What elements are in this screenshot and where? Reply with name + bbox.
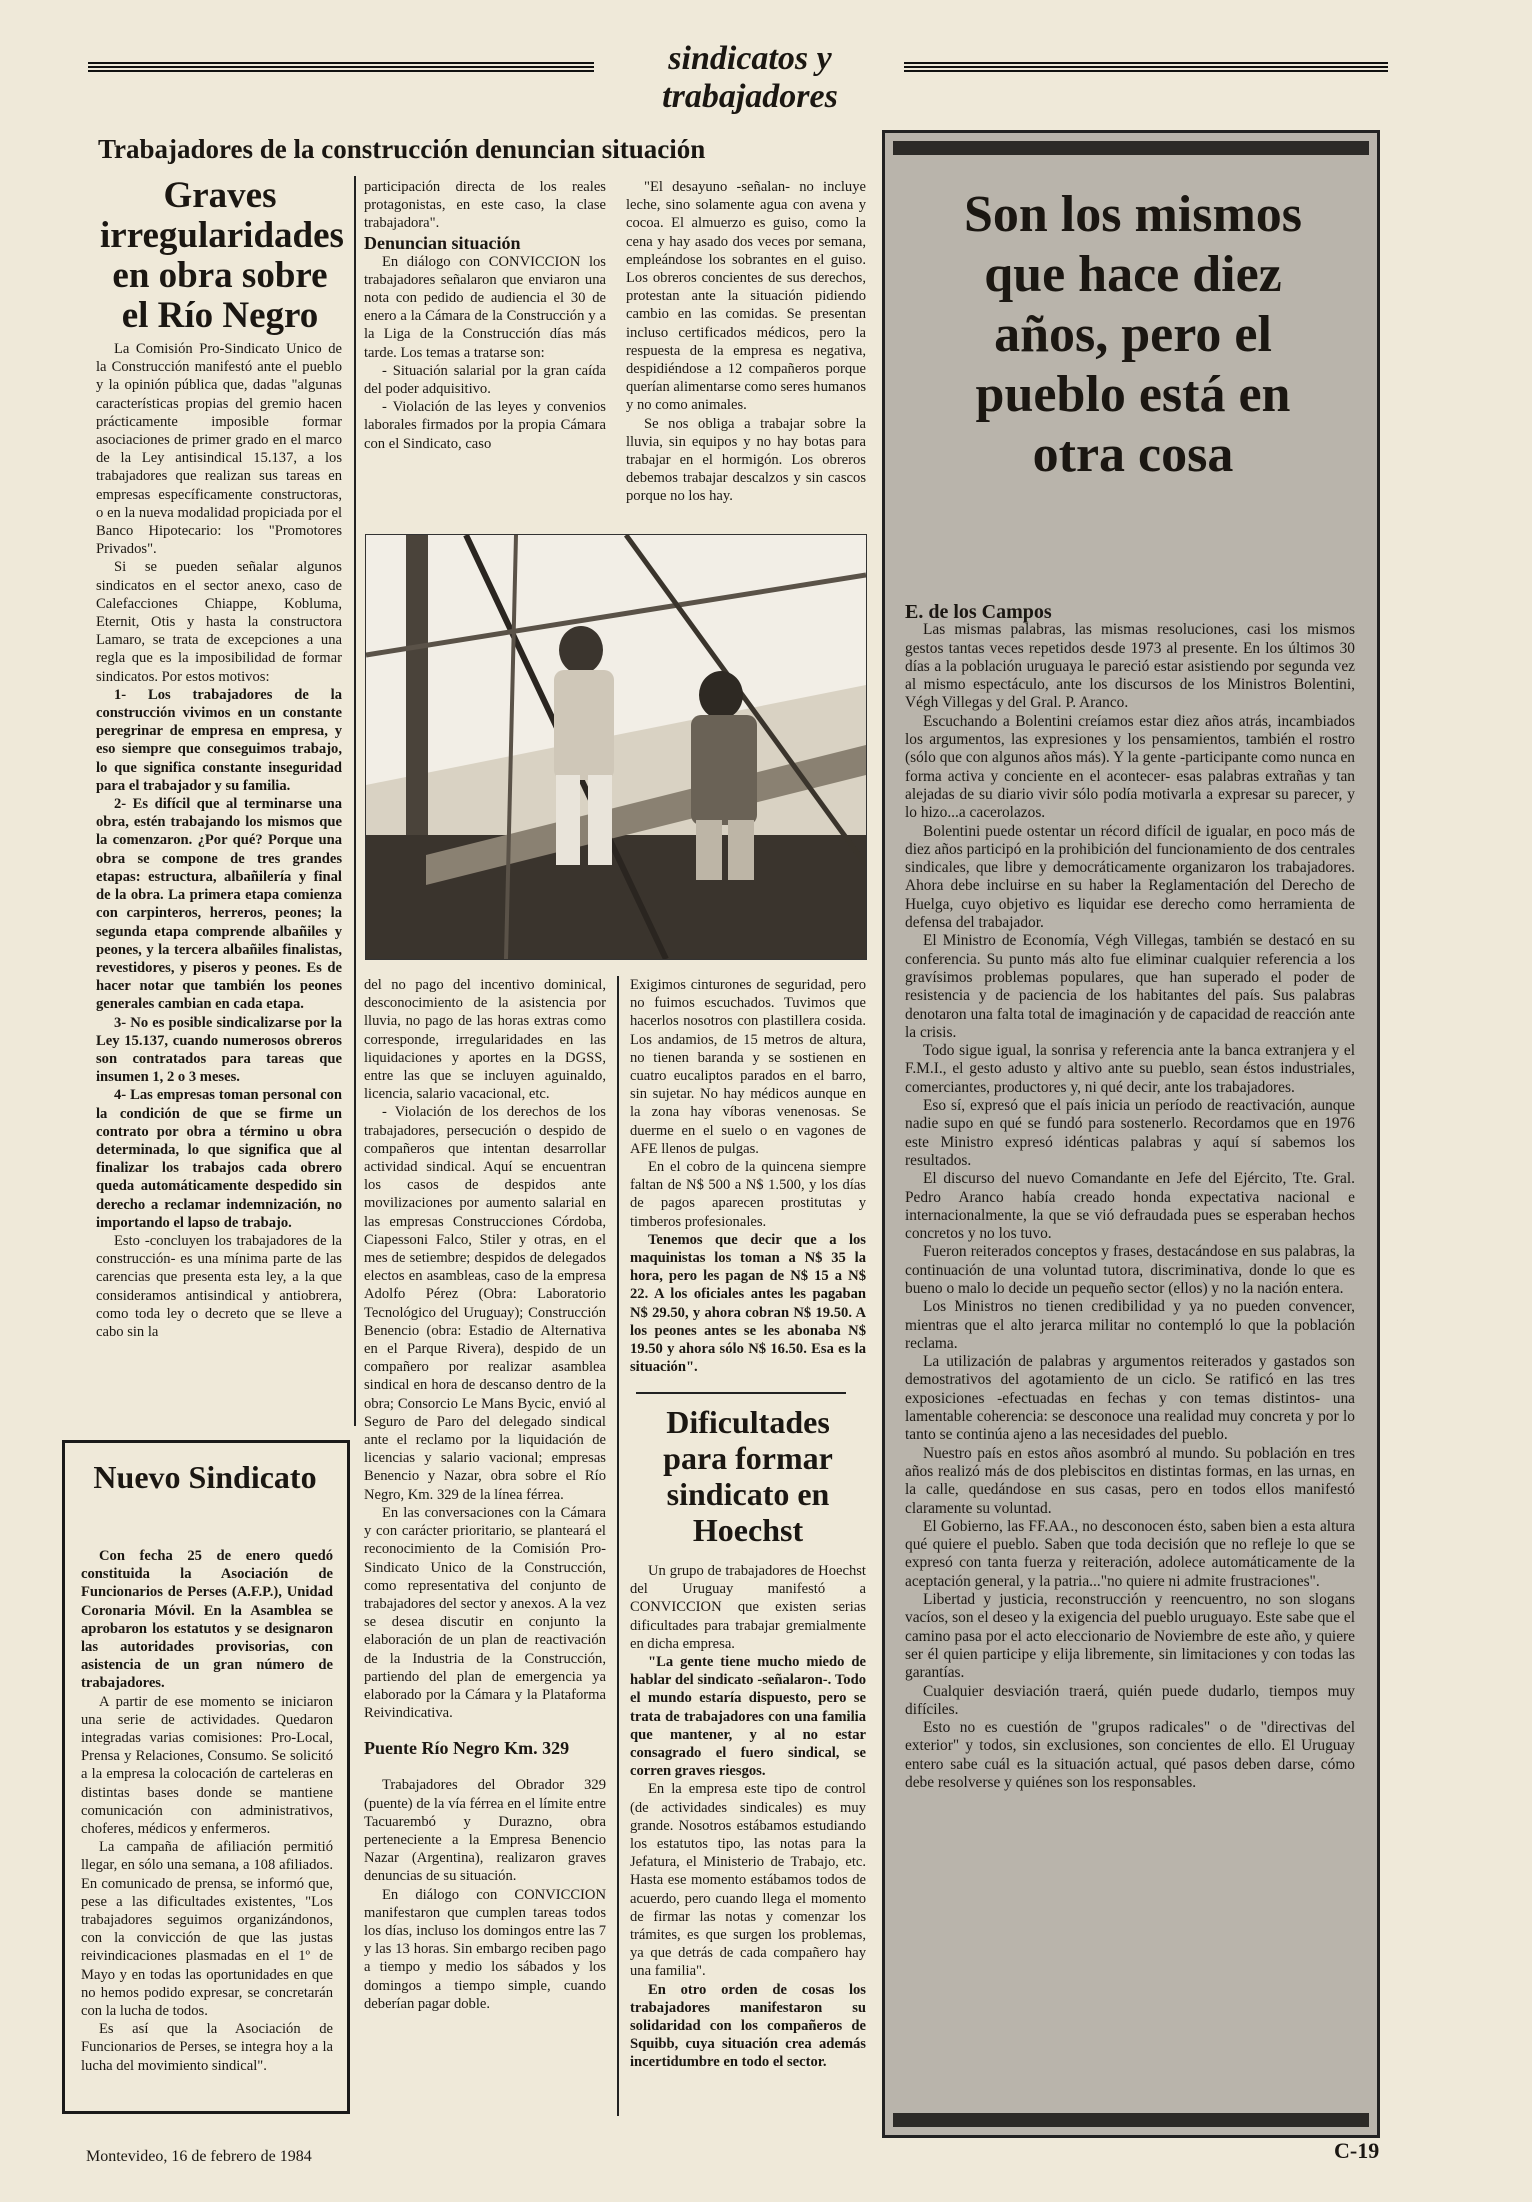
paragraph: Trabajadores del Obrador 329 (puente) de la vía férrea en el límite entre Tacuarembó y Durazno, obra perteneciente a la Empresa Benencio Nazar (Argentina), realizaron graves denuncias de su situación.: [364, 1777, 606, 1885]
paragraph: "El desayuno -señalan- no incluye leche, sino solamente agua con avena y cocoa. El almuerzo es guiso, como la cena y hay asado dos veces por semana, empleándose los sobrantes en el guiso. Los obreros concientes de sus derechos, protestan ante la situación pidiendo cambio en las comidas. Se presentan incluso certificados médicos, pero la respuesta de la empresa es negativa, despidiéndose a 12 compañeros porque querían alimentarse como seres humanos y no como animales.: [626, 179, 866, 414]
paragraph: En las conversaciones con la Cámara y con carácter prioritario, se planteará el reconocimiento de la Comisión Pro-Sindicato Unico de la Construcción, como representativa del conjunto de trabajadores del sector y anexos. A la vez se desea discutir en conjunto la elaboración de un plan de reactivación de la Industria de la Construcción, partiendo del plan de emergencia ya elaborado por la Cámara y la Plataforma Reivindicativa.: [364, 1504, 606, 1722]
construction-workers-photo: [365, 534, 867, 960]
subhead-puente: Puente Río Negro Km. 329: [364, 1738, 570, 1759]
hoechst-headline: Dificultades para formar sindicato en Hoechst: [663, 1404, 833, 1548]
paragraph: Se nos obliga a trabajar sobre la lluvia, sin equipos y no hay botas para trabajar en el hormigón. Los obreros debemos trabajar descalzos y sin cascos porque no los hay.: [626, 415, 866, 505]
paragraph: del no pago del incentivo dominical, desconocimiento de la asistencia por lluvia, no pago de las horas extras como corresponde, irregularidades en las liquidaciones y aportes en la DGSS, entre las que se incluyen aguinaldo, licencia, salario vacacional, etc.: [364, 977, 606, 1103]
column-rule: [354, 176, 356, 1426]
paragraph: Los Ministros no tienen credibilidad y ya no pueden convencer, mientras que el alto jerarca militar no contempló lo que la población reclama.: [905, 1298, 1355, 1352]
paragraph: Tenemos que decir que a los maquinistas los toman a N$ 35 la hora, pero les pagan de N$ 15 a N$ 22. A los oficiales antes les pagaban N$ 29.50, y ahora cobran N$ 19.50. A los peones antes se les abonaba N$ 19.50 y ahora sólo N$ 16.50. Esa es la situación".: [630, 1231, 866, 1376]
main-col2-top: [364, 178, 606, 453]
photo-illustration: [366, 535, 866, 959]
opinion-sidebar: [882, 130, 1380, 2138]
paragraph: 4- Las empresas toman personal con la condición de que se firme un contrato por obra a término u obra determinada, lo que significa que al finalizar los trabajos cada obrero queda automáticamente despedido sin derecho a reclamar indemnización, no importando el lapso de trabajo.: [96, 1087, 342, 1231]
paragraph: Escuchando a Bolentini creíamos estar diez años atrás, incambiados los argumentos, las expresiones y los pensamientos, también el rostro (sólo que con algunos años más). Y la gente -participante como nunca en forma activa y conciente en el acontecer- esas palabras extrañas y tan alejadas de su diario vivir sólo podía motivarla a expresar su parecer, y lo hizo...a cacerolazos.: [905, 712, 1355, 822]
article-kicker: Trabajadores de la construcción denuncian situación: [98, 134, 706, 164]
subhead-denuncian: Denuncian situación: [364, 232, 521, 253]
main-col3-top: [626, 178, 866, 506]
paragraph: Con fecha 25 de enero quedó constituida la Asociación de Funcionarios de Perses (A.F.P.), Unidad Coronaria Móvil. En la Asamblea se aprobaron los estatutos y se designaron las autoridades provisorias, con asistencia de un gran número de trabajadores.: [81, 1548, 333, 1692]
paragraph: En otro orden de cosas los trabajadores manifestaron su solidaridad con los compañeros de Squibb, cuya situación crea además incertidumbre en todo el sector.: [630, 1981, 866, 2071]
paragraph: Esto no es cuestión de "grupos radicales" o de "directivas del exterior" y todos, sin exclusiones, son concientes de ello. El Uruguay entero sabe cuál es la situación actual, qué pasos deben darse, cómo debe resolverse y quiénes son los responsables.: [905, 1719, 1355, 1791]
byline: E. de los Campos: [905, 601, 1052, 623]
paragraph: El Gobierno, las FF.AA., no desconocen ésto, saben bien a esta altura qué quiere el pueblo. Saben que toda decisión que no refleje lo que se expresó con tanta fuerza y reiteración, adolece automáticamente de la aceptación general, y la patria..."no quiere ni admite frustraciones".: [905, 1517, 1355, 1590]
paragraph: Las mismas palabras, las mismas resoluciones, casi los mismos gestos tantas veces repetidos desde 1973 al presente. En los últimos 30 días a la población uruguaya le pareció estar asistiendo por segunda vez al mismo espectáculo, ante los discursos de los Ministros Bolentini, Végh Villegas y del Gral. P. Aranco.: [905, 621, 1355, 712]
paragraph: Exigimos cinturones de seguridad, pero no fuimos escuchados. Tuvimos que hacerlos nosotros con plastillera cosida. Los andamios, de 15 metros de altura, no tienen baranda y se sostienen en cuatro eucaliptos parados en el barro, sin sujetar. No hay médicos aunque en la zona hay víboras venenosas. Se duerme en el suelo o en vagones de AFE llenos de pulgas.: [630, 977, 866, 1157]
paragraph: La utilización de palabras y argumentos reiterados y gastados son demostrativos del agotamiento de un ciclo. Se ratificó en las tres exposiciones -efectuadas en fechas y con temas distintos- una lamentable coherencia: se desconoce una realidad muy concreta y por lo tanto se continúa ajeno a las necesidades del pueblo.: [905, 1353, 1355, 1444]
paragraph: Eso sí, expresó que el país inicia un período de reactivación, aunque nadie supo en qué se fundó para sostenerlo. Recordamos que en 1976 este Ministro expresó idénticas palabras y aquí sí sabemos los resultados.: [905, 1097, 1355, 1169]
paragraph: En el cobro de la quincena siempre faltan de N$ 500 a N$ 1.500, y los días de pagos aparecen prostitutas y timberos profesionales.: [630, 1159, 866, 1230]
paragraph: Si se pueden señalar algunos sindicatos en el sector anexo, caso de Calefacciones Chiappe, Kobluma, Eternit, Otis y hasta la constructora Lamaro, se trata de excepciones a una regla que es la imposibilidad de formar sindicatos. Por estos motivos:: [96, 559, 342, 685]
paragraph: En diálogo con CONVICCION los trabajadores señalaron que enviaron una nota con pedido de audiencia el 30 de enero a la Cámara de la Construcción y a la Liga de la Construcción días más tarde. Los temas a tratarse son:: [364, 253, 606, 361]
paragraph: Nuestro país en estos años asombró al mundo. Su población en tres años realizó más de dos plebiscitos en distintas formas, en las urnas, en la calle, quedándose en sus casas, pero en todos ellos manifestó claramente su voluntad.: [905, 1444, 1355, 1517]
paragraph: - Situación salarial por la gran caída del poder adquisitivo.: [364, 362, 606, 398]
section-header: [88, 40, 1388, 115]
paragraph: A partir de ese momento se iniciaron una serie de actividades. Quedaron integradas varias comisiones: Pro-Local, Prensa y Relaciones, Consumo. Se solicitó a la empresa la colocación de carteleras en distintas bases donde se mantiene comunicación con administrativos, choferes, médicos y enfermeros.: [81, 1693, 333, 1838]
paragraph: Bolentini puede ostentar un récord difícil de igualar, en poco más de diez años participó en la prohibición del funcionamiento de dos centrales sindicales, que libre y democráticamente organizaron los trabajadores. Ahora debe incluirse en su haber la Reglamentación del Derecho de Huelga, cuyo objetivo es liquidar ese derecho como herramienta de defensa del trabajador.: [905, 822, 1355, 932]
header-rule-right: [904, 62, 1388, 72]
hoechst-rule: [636, 1392, 846, 1394]
sidebar-headline: Son los mismos que hace diez años, pero el pueblo está en otra cosa: [963, 186, 1303, 483]
paragraph: Un grupo de trabajadores de Hoechst del Uruguay manifestó a CONVICCION que existen serias dificultades para trabajar gremialmente en dicha empresa.: [630, 1563, 866, 1652]
paragraph: Esto -concluyen los trabajadores de la construcción- es una mínima parte de las carencias que presenta esta ley, a la que consideramos antisindical y antiobrera, como toda ley o decreto que se lleve a cabo sin la: [96, 1232, 342, 1340]
sidebar-bottom-bar: [893, 2113, 1369, 2127]
nuevo-sindicato-headline: Nuevo Sindicato: [93, 1459, 317, 1495]
paragraph: "La gente tiene mucho miedo de hablar del sindicato -señalaron-. Todo el mundo estaría dispuesto, pero se trata de trabajadores con una familia que mantener, y al no estar consagrado el fuero sindical, se corren graves riesgos.: [630, 1654, 866, 1780]
main-col2-bottom: [364, 976, 606, 2013]
paragraph: Es así que la Asociación de Funcionarios de Perses, se integra hoy a la lucha del movimiento sindical".: [81, 2021, 333, 2074]
hoechst-body: [630, 1562, 866, 2072]
paragraph: La Comisión Pro-Sindicato Unico de la Construcción manifestó ante el pueblo y la opinión pública que, dadas "algunas características propias del gremio hacen prácticamente imposible formar asociaciones de primer grado en el marco de la Ley antisindical 15.137, a los trabajadores que realizan sus tareas en empresas específicamente constructoras, o en la nueva modalidad propiciada por el Banco Hipotecario: los "Promotores Privados".: [96, 341, 342, 558]
sidebar-top-bar: [893, 141, 1369, 155]
paragraph: Libertad y justicia, reconstrucción y reencuentro, no son slogans vacíos, son el deseo y la exigencia del pueblo uruguayo. Este sabe que el camino pasa por el acto eleccionario de Noviembre de este año, y quiere ser él quien participe y elija libremente, sin limitaciones y con todas las garantías.: [905, 1591, 1355, 1682]
nuevo-sindicato-box: [62, 1440, 350, 2114]
paragraph: 2- Es difícil que al terminarse una obra, estén trabajando los mismos que la comenzaron. ¿Por qué? Porque una obra se compone de tres grandes etapas: estructura, albañilería y final de la obra. La primera etapa comienza con carpinteros, herreros, peones; la segunda etapa comprende albañiles y peones, y la tercera albañiles finalistas, revestidores, y piseros y peones. Es de hacer notar que también los peones generales cambian en cada etapa.: [96, 796, 342, 1013]
nuevo-sindicato-body: [81, 1547, 333, 2075]
paragraph: El discurso del nuevo Comandante en Jefe del Ejército, Tte. Gral. Pedro Aranco había creado honda expectativa nacional e internacionalmente, la que se vió defraudada pues se esperaban hechos concretos y no los tuvo.: [905, 1170, 1355, 1243]
footer-date: Montevideo, 16 de febrero de 1984: [86, 2148, 312, 2165]
main-col1: [96, 340, 342, 1341]
main-headline: Graves irregularidades en obra sobre el Río Negro: [100, 175, 344, 336]
paragraph: Fueron reiterados conceptos y frases, destacándose en sus palabras, la continuación de una voluntad tutora, discriminativa, donde lo que es bueno o malo lo decide un pequeño sector (ellos) y no la nación entera.: [905, 1243, 1355, 1297]
paragraph: 1- Los trabajadores de la construcción vivimos en un constante peregrinar de empresa en empresa, y eso siempre que conseguimos trabajo, lo que significa constante inseguridad para el trabajador y su familia.: [96, 686, 342, 794]
paragraph: - Violación de los derechos de los trabajadores, persecución o despido de compañeros que intentan desarrollar actividad sindical. Aquí se encuentran los casos de despidos ante movilizaciones por aumento salarial en las empresas Construcciones Córdoba, Ciapessoni Falco, Stiler y otras, en el mes de setiembre; despidos de delegados electos en asambleas, caso de la empresa Adolfo Pérez (Obra: Laboratorio Tecnológico del Uruguay); Construcción Benencio (obra: Estadio de Alternativa en el Parque Rivera), despido de un compañero por realizar asamblea sindical en hora de descanso dentro de la obra; Consorcio Le Mans Bycic, envió al Seguro de Paro del delegado sindical ante el reclamo por la liquidación de licencias y salario vacional; empresas Benencio y Nazar, obra sobre el Río Negro, Km. 329 de la línea férrea.: [364, 1104, 606, 1503]
paragraph: El Ministro de Economía, Végh Villegas, también se destacó en su conferencia. Su punto más alto fue eliminar cualquier referencia a los gravísimos problemas populares, que han superado el poder de resistencia y de paciencia de los habitantes del país. Sus palabras denotaron una falta total de imaginación y de capacidad de reacción ante la crisis.: [905, 932, 1355, 1041]
paragraph: En diálogo con CONVICCION manifestaron que cumplen tareas todos los días, incluso los domingos entre las 7 y las 13 horas. Sin embargo reciben pago a tiempo y medio los sábados y los domingos a tiempo simple, cuando deberían pagar doble.: [364, 1886, 606, 2012]
section-name: sindicatos y trabajadores: [662, 40, 838, 115]
header-rule-left: [88, 62, 594, 72]
paragraph: 3- No es posible sindicalizarse por la Ley 15.137, cuando numerosos obreros son contratados para tareas que insumen 1, 2 o 3 meses.: [96, 1014, 342, 1086]
paragraph: En la empresa este tipo de control (de actividades sindicales) es muy grande. Nosotros estábamos estudiando los estatutos tipo, las notas para la Jefatura, el Ministerio de Trabajo, etc. Hasta ese momento estábamos todos de acuerdo, pero cuando llega el momento de firmar las notas y comenzar los trámites, es que surgen los problemas, ya que detrás de cada compañero hay una familia".: [630, 1781, 866, 1980]
paragraph: - Violación de las leyes y convenios laborales firmados por la propia Cámara con el Sindicato, caso: [364, 399, 606, 452]
page-number: C-19: [1334, 2138, 1380, 2163]
paragraph: Todo sigue igual, la sonrisa y referencia ante la banca extranjera y el F.M.I., el gesto adusto y altivo ante su pueblo, sean éstos industriales, comerciantes, productores y, ni qué decir, ante los trabajadores.: [905, 1042, 1355, 1096]
sidebar-body: [905, 603, 1355, 1792]
paragraph: La campaña de afiliación permitió llegar, en sólo una semana, a 108 afiliados. En comunicado de prensa, se informó que, pese a las dificultades existentes, "Los trabajadores seguimos organizándonos, con la convicción de que las justas reivindicaciones plasmadas en el 1º de Mayo y en todas las oportunidades en que no hemos podido expresar, se concretarán con la lucha de todos.: [81, 1839, 333, 2020]
paragraph: participación directa de los reales protagonistas, en este caso, la clase trabajadora".: [364, 179, 606, 232]
column-rule: [617, 976, 619, 2116]
main-col3-bottom: [630, 976, 866, 1376]
paragraph: Cualquier desviación traerá, quién puede dudarlo, tiempos muy difíciles.: [905, 1682, 1355, 1718]
